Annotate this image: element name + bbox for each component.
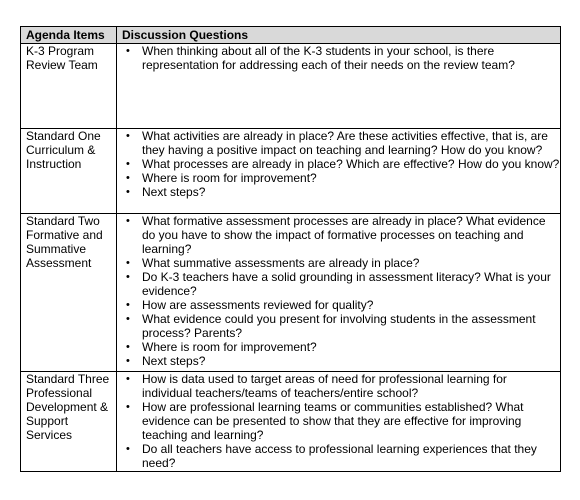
question-item xyxy=(122,340,560,354)
question-text: What evidence could you present for involving students in the assessment process? Parents? xyxy=(142,312,536,340)
bullet-icon: • xyxy=(126,257,130,269)
bullet-icon: • xyxy=(126,443,130,455)
question-item xyxy=(122,171,560,185)
agenda-item-line: Standard One xyxy=(26,129,101,143)
question-text: How are professional learning teams or communities established? What evidence can be presented to show that they are effective for improving teaching and learning? xyxy=(142,400,524,442)
question-item xyxy=(122,157,560,171)
discussion-questions-header: Discussion Questions xyxy=(117,27,561,44)
bullet-icon: • xyxy=(126,215,130,227)
question-text: Next steps? xyxy=(142,185,206,199)
bullet-icon: • xyxy=(126,341,130,353)
table-row xyxy=(21,129,561,214)
discussion-questions-cell xyxy=(117,214,561,372)
question-item xyxy=(122,372,560,400)
agenda-item-line: Assessment xyxy=(26,256,92,270)
agenda-item-cell xyxy=(21,372,117,472)
question-text: What processes are already in place? Which are effective? How do you know? xyxy=(142,157,560,171)
question-item xyxy=(122,298,560,312)
agenda-item-line: Instruction xyxy=(26,157,82,171)
agenda-item-line: Summative xyxy=(26,242,87,256)
bullet-icon: • xyxy=(126,186,130,198)
question-item xyxy=(122,129,560,157)
agenda-item-line: Curriculum & xyxy=(26,143,96,157)
agenda-item-cell xyxy=(21,129,117,214)
question-item xyxy=(122,214,560,256)
bullet-icon: • xyxy=(126,401,130,413)
agenda-items-header: Agenda Items xyxy=(21,27,117,44)
question-text: Do all teachers have access to professional learning experiences that they need? xyxy=(142,442,537,470)
agenda-item-line: Formative and xyxy=(26,228,103,242)
agenda-item-line: Support xyxy=(26,414,69,428)
bullet-icon: • xyxy=(126,172,130,184)
question-list xyxy=(122,372,560,470)
table-header-row xyxy=(21,27,561,44)
question-text: What formative assessment processes are already in place? What evidence do you have to show the impact of formative processes on teaching and learning? xyxy=(142,214,546,256)
table-row xyxy=(21,372,561,472)
agenda-item-cell xyxy=(21,44,117,129)
question-text: Next steps? xyxy=(142,354,206,368)
question-text: Where is room for improvement? xyxy=(142,171,317,185)
question-text: Where is room for improvement? xyxy=(142,340,317,354)
agenda-item-line: Development & xyxy=(26,400,109,414)
bullet-icon: • xyxy=(126,45,130,57)
question-item xyxy=(122,185,560,199)
question-text: When thinking about all of the K-3 students in your school, is there representation for addressing each of their needs on the review team? xyxy=(142,44,515,72)
agenda-item-line: Standard Three xyxy=(26,372,110,386)
question-item xyxy=(122,354,560,368)
bullet-icon: • xyxy=(126,271,130,283)
bullet-icon: • xyxy=(126,373,130,385)
question-text: What summative assessments are already in place? xyxy=(142,256,420,270)
question-list xyxy=(122,129,560,199)
agenda-item-line: Professional xyxy=(26,386,93,400)
bullet-icon: • xyxy=(126,299,130,311)
question-item xyxy=(122,270,560,298)
bullet-icon: • xyxy=(126,158,130,170)
bullet-icon: • xyxy=(126,313,130,325)
agenda-item-line: Review Team xyxy=(26,58,98,72)
agenda-item-line: K-3 Program xyxy=(26,44,95,58)
question-list xyxy=(122,214,560,368)
question-item xyxy=(122,312,560,340)
question-text: Do K-3 teachers have a solid grounding in assessment literacy? What is your evidence? xyxy=(142,270,551,298)
agenda-item-cell xyxy=(21,214,117,372)
discussion-questions-cell xyxy=(117,44,561,129)
bullet-icon: • xyxy=(126,130,130,142)
question-item xyxy=(122,256,560,270)
question-item xyxy=(122,400,560,442)
agenda-table xyxy=(20,26,561,472)
discussion-questions-cell xyxy=(117,372,561,472)
table-row xyxy=(21,44,561,129)
question-item xyxy=(122,442,560,470)
question-text: How is data used to target areas of need for professional learning for individual teachers/teams of teachers/entire school? xyxy=(142,372,507,400)
question-item xyxy=(122,44,560,72)
agenda-item-line: Standard Two xyxy=(26,214,100,228)
discussion-questions-cell xyxy=(117,129,561,214)
table-row xyxy=(21,214,561,372)
agenda-item-line: Services xyxy=(26,428,73,442)
question-text: How are assessments reviewed for quality? xyxy=(142,298,374,312)
bullet-icon: • xyxy=(126,355,130,367)
question-list xyxy=(122,44,560,72)
question-text: What activities are already in place? Are these activities effective, that is, are they having a positive impact on teaching and learning? How do you know? xyxy=(142,129,548,157)
